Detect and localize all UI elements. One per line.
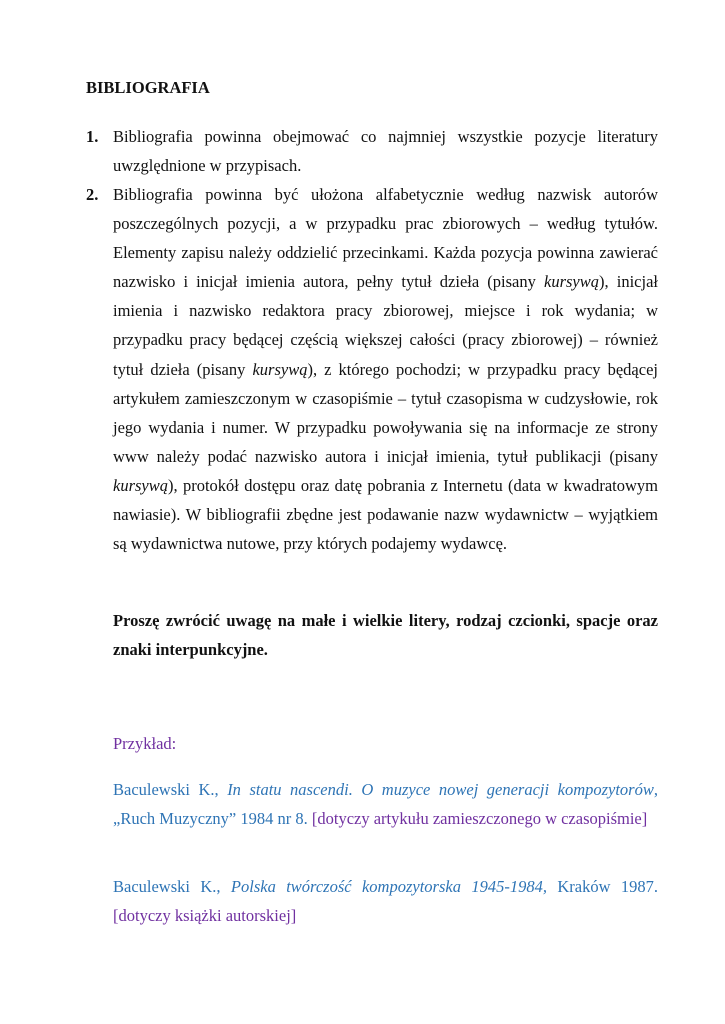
- example-title: In statu nascendi. O muzyce nowej generacji kompozytorów: [227, 780, 654, 799]
- text-segment: ), z którego pochodzi; w przypadku pracy będącej artykułem zamieszczonym w czasopiśmie – tytuł czasopisma w cudzysłowie, rok jego wydania i numer. W przypadku powoływania się na informacje ze strony www należy podać nazwisko autora i inicjał imienia, tytuł publikacji (pisany: [113, 359, 658, 466]
- italic-text: kursywą: [252, 359, 308, 379]
- italic-text: kursywą: [544, 272, 600, 292]
- example-details: , „Ruch Muzyczny” 1984 nr 8.: [113, 780, 658, 828]
- formatting-note: Proszę zwrócić uwagę na małe i wielkie litery, rodzaj czcionki, spacje oraz znaki interpunkcyjne.: [113, 611, 658, 659]
- italic-text: kursywą: [113, 475, 168, 495]
- text-segment: ), inicjał imienia i nazwisko redaktora pracy zbiorowej, miejsce i rok wydania; w przypadku pracy będącej częścią większej całości (pracy zbiorowej) – również tytuł dzieła (pisany: [113, 272, 658, 379]
- example-comment: [dotyczy książki autorskiej]: [113, 906, 297, 925]
- example-author: Baculewski K.,: [113, 780, 228, 799]
- page-title: BIBLIOGRAFIA: [86, 78, 210, 97]
- example-details: Kraków 1987.: [546, 877, 658, 896]
- list-item-number: 1.: [86, 127, 99, 146]
- list-item: [86, 180, 658, 558]
- text-segment: Bibliografia powinna być ułożona alfabetycznie według nazwisk autorów poszczególnych pozycji, a w przypadku prac zbiorowych – według tytułów. Elementy zapisu należy oddzielić przecinkami. Każda pozycja powinna zawierać nazwisko i inicjał imienia autora, pełny tytuł dzieła (pisany: [113, 185, 658, 292]
- example-entry: [113, 775, 658, 833]
- text-segment: ), protokół dostępu oraz datę pobrania z Internetu (data w kwadratowym nawiasie). W bibliografii zbędne jest podawanie nazw wydawnictw – wyjątkiem są wydawnictwa nutowe, przy których podajemy wydawcę.: [113, 475, 658, 554]
- list-item: [86, 122, 658, 180]
- example-entry: [113, 872, 658, 930]
- example-author: Baculewski K.,: [113, 877, 231, 896]
- list-item-text: [113, 180, 658, 558]
- list-item-text: Bibliografia powinna obejmować co najmniej wszystkie pozycje literatury uwzględnione w przypisach.: [113, 127, 658, 176]
- example-label: Przykład:: [113, 734, 177, 753]
- list-item-number: 2.: [86, 185, 99, 204]
- example-comment: [dotyczy artykułu zamieszczonego w czasopiśmie]: [311, 809, 648, 828]
- example-title: Polska twórczość kompozytorska 1945-1984,: [230, 877, 547, 896]
